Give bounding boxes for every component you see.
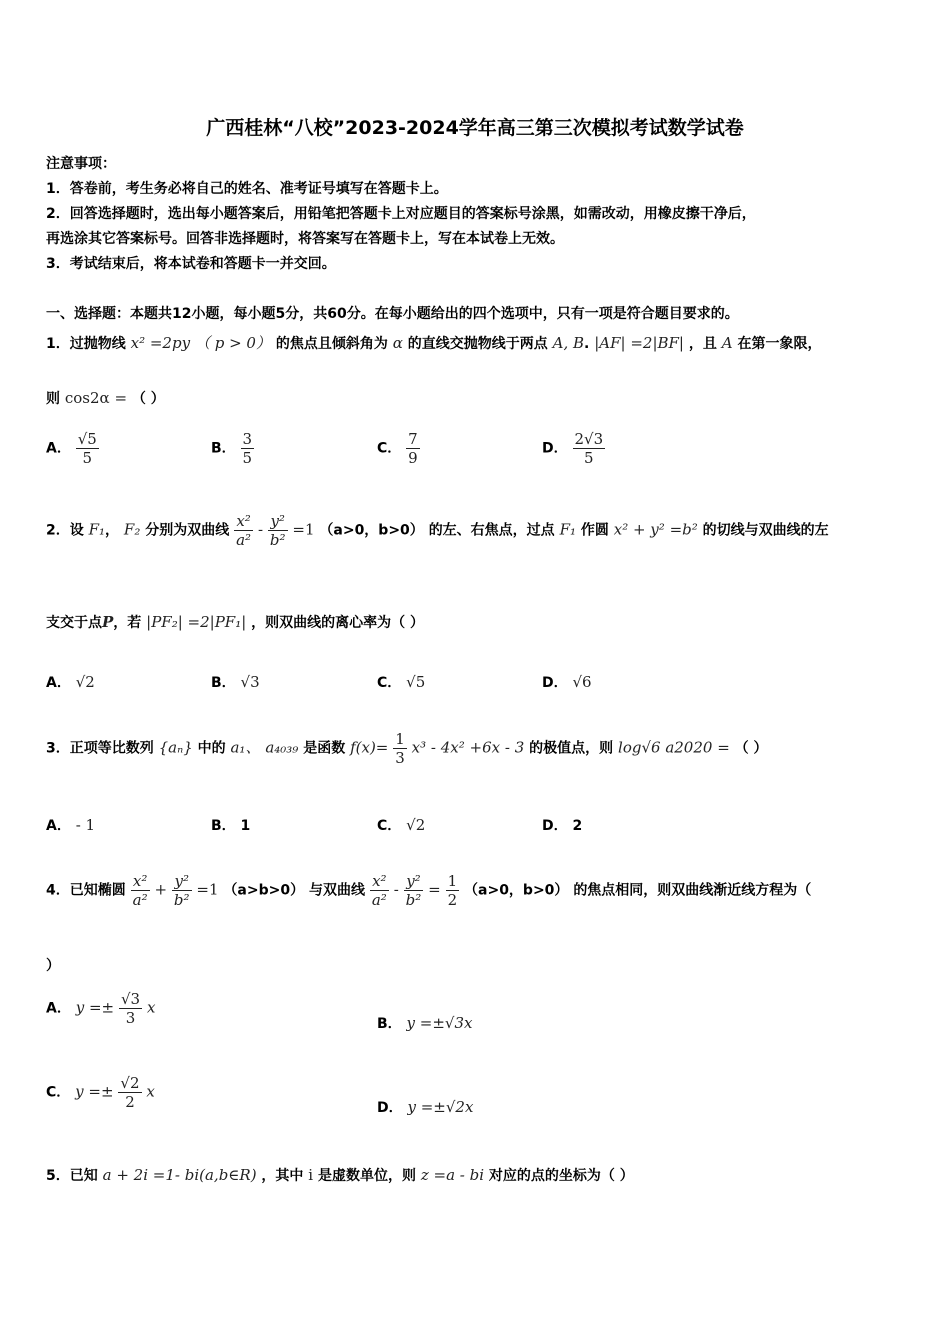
q1-option-b-num: 3 (242, 430, 253, 448)
question-1-cont (46, 388, 165, 408)
q1-option-a-label: A． (46, 440, 71, 457)
q2-frac-x (234, 512, 253, 549)
q4-condition-1: （a>b>0） (223, 882, 305, 899)
q3-option-c[interactable] (377, 815, 425, 835)
q4-ellipse-frac-x (131, 872, 150, 909)
question-5 (46, 1165, 634, 1185)
q4-text-3: 的焦点相同，则双曲线渐近线方程为（ (573, 882, 812, 899)
q1-text-3: 的直线交抛物线于两点 (407, 336, 548, 352)
q2-text-8: ，则双曲线的离心率为（ ） (251, 615, 425, 631)
q4-ellipse-frac-y (172, 872, 192, 909)
q1-text-6: 则 (46, 391, 60, 407)
q3-paren: （ ） (734, 740, 768, 757)
q1-option-c-label: C． (377, 440, 402, 457)
q1-option-a[interactable] (46, 430, 99, 467)
q3-option-c-value: √2 (406, 816, 426, 834)
q4-half-num: 1 (447, 872, 458, 890)
q1-text-4: ，且 (688, 336, 717, 352)
q1-option-a-den: 5 (82, 449, 93, 467)
q4-e-x-num: x² (131, 872, 150, 891)
q3-option-b[interactable] (211, 815, 250, 835)
q2-option-b[interactable] (211, 672, 260, 692)
q4-h-x-den: a² (371, 891, 387, 909)
q4-option-b[interactable] (377, 1013, 473, 1033)
q3-option-c-label: C． (377, 818, 402, 834)
q4-h-y-num: y² (404, 872, 424, 891)
q2-frac-y-num: y² (268, 512, 288, 531)
q4-half-frac (446, 872, 460, 909)
q1-option-c-den: 9 (408, 449, 418, 467)
q1-text-5: 在第一象限， (737, 336, 822, 352)
q4-e-y-den: b² (173, 891, 190, 909)
q4-hyper-frac-x (370, 872, 389, 909)
q2-option-a[interactable] (46, 672, 95, 692)
q4-option-b-label: B． (377, 1016, 402, 1032)
q3-text-4: 的极值点，则 (529, 740, 614, 757)
q2-option-c[interactable] (377, 672, 425, 692)
q4-plus: + (154, 880, 168, 899)
q5-imag-unit: i (308, 1166, 314, 1184)
q1-option-d-num: 2√3 (574, 430, 604, 448)
q3-option-a-value: - 1 (75, 816, 96, 834)
question-4-cont: ） (46, 958, 60, 974)
q3-frac-third (393, 730, 407, 767)
q2-option-b-label: B． (211, 675, 236, 691)
q4-option-c-num: √2 (120, 1074, 140, 1092)
q1-option-d-den: 5 (584, 449, 594, 467)
q4-hyper-frac-y (404, 872, 424, 909)
q2-frac-x-den: a² (236, 531, 252, 549)
q3-option-b-label: B． (211, 818, 236, 834)
q3-polynomial: x³ - 4x² +6x - 3 (411, 738, 525, 757)
q2-option-a-value: √2 (75, 673, 95, 691)
q1-option-d[interactable] (542, 430, 605, 467)
q2-option-c-label: C． (377, 675, 402, 691)
q4-option-d-label: D． (377, 1100, 403, 1116)
q4-option-a-frac (119, 990, 142, 1027)
q5-equation: a + 2i =1- bi(a,b∈R) (102, 1166, 257, 1184)
q2-text-6: 支交于点 (46, 615, 102, 631)
q2-text-4: 作圆 (580, 522, 609, 539)
q2-text-2: 分别为双曲线 (145, 522, 230, 539)
note-item-2-cont: 再选涂其它答案标号。回答非选择题时，将答案写在答题卡上，写在本试卷上无效。 (46, 231, 564, 247)
q5-text-2: ，其中 (261, 1168, 304, 1184)
q4-h-y-den: b² (405, 891, 422, 909)
q2-condition: （a>0，b>0） (319, 522, 424, 539)
question-3 (46, 730, 768, 767)
note-item-1: 1．答卷前，考生务必将自己的姓名、准考证号填写在答题卡上。 (46, 181, 448, 197)
q2-option-d[interactable] (542, 672, 592, 692)
q2-circle-eq: x² + y² =b² (613, 520, 698, 539)
notes-heading: 注意事项： (46, 156, 116, 172)
q1-paren: （ ） (131, 391, 165, 407)
q5-text-4: 对应的点的坐标为（ ） (488, 1168, 634, 1184)
q3-a1: a₁、 (230, 738, 261, 757)
q1-option-c[interactable] (377, 430, 420, 467)
q4-option-d[interactable] (377, 1097, 473, 1117)
q3-a4039: a₄₀₃₉ (265, 738, 299, 757)
q1-dot: . (584, 336, 590, 352)
page-title: 广西桂林“八校”2023-2024学年高三第三次模拟考试数学试卷 (206, 117, 744, 139)
question-2 (46, 512, 829, 549)
q2-comma: ， (105, 522, 120, 539)
q4-minus: - (393, 880, 399, 899)
q1-option-c-frac (406, 430, 420, 467)
q4-eq-one: =1 (196, 880, 219, 899)
q5-text-3: 是虚数单位，则 (317, 1168, 416, 1184)
q3-option-d[interactable] (542, 815, 582, 835)
q2-f1: F₁ (88, 520, 106, 539)
q3-option-b-value: 1 (240, 818, 251, 834)
q1-points: A, B (552, 334, 585, 352)
q2-frac-x-num: x² (234, 512, 253, 531)
q4-e-x-den: a² (132, 891, 148, 909)
q4-e-y-num: y² (172, 872, 192, 891)
q3-option-d-label: D． (542, 818, 568, 834)
q4-option-a-den: 3 (125, 1009, 136, 1027)
q3-frac-num: 1 (395, 730, 405, 748)
question-1 (46, 332, 821, 353)
q2-text-1: 2．设 (46, 522, 84, 539)
q4-option-c-den: 2 (125, 1093, 135, 1111)
q1-condition: （ p > 0） (194, 334, 271, 352)
q1-option-c-num: 7 (408, 430, 418, 448)
q3-text-3: 是函数 (303, 740, 346, 757)
q1-option-a-num: √5 (77, 430, 97, 448)
q4-text-2: 与双曲线 (308, 882, 365, 899)
q2-option-d-value: √6 (572, 673, 592, 691)
q2-frac-y (268, 512, 288, 549)
q5-text-1: 5．已知 (46, 1168, 98, 1184)
q1-alpha: α (392, 334, 403, 352)
q3-log-expr: log√6 a2020 = (618, 738, 730, 757)
q2-point-p: P (102, 613, 114, 631)
q4-option-a-post: x (146, 998, 156, 1017)
q1-option-a-frac (76, 430, 99, 467)
q1-option-b-frac (241, 430, 255, 467)
q3-function-name: f(x)= (350, 738, 389, 757)
q1-cos-expr: cos2α = (64, 389, 128, 407)
q4-option-a-label: A． (46, 1000, 71, 1017)
q1-parabola-eq: x² =2py (130, 334, 191, 352)
q4-option-c-pre: y =± (75, 1082, 114, 1101)
section-heading: 一、选择题：本题共12小题，每小题5分，共60分。在每小题给出的四个选项中，只有一项是符合题目要求的。 (46, 306, 739, 322)
q4-option-a[interactable] (46, 990, 155, 1027)
question-2-cont (46, 612, 424, 632)
q2-text-5: 的切线与双曲线的左 (702, 522, 829, 539)
q3-text-2: 中的 (197, 740, 226, 757)
q4-half-den: 2 (447, 891, 458, 909)
q4-text-1: 4．已知椭圆 (46, 882, 126, 899)
note-item-3: 3．考试结束后，将本试卷和答题卡一并交回。 (46, 256, 336, 272)
q2-f2: F₂ (123, 520, 141, 539)
q1-point-a: A (721, 334, 733, 352)
q4-condition-2: （a>0，b>0） (464, 882, 569, 899)
q2-option-a-label: A． (46, 675, 71, 691)
q2-option-b-value: √3 (240, 673, 260, 691)
q4-option-a-pre: y =± (75, 998, 115, 1017)
q4-h-x-num: x² (370, 872, 389, 891)
q2-option-c-value: √5 (406, 673, 426, 691)
q2-eq-one: =1 (292, 520, 315, 539)
q2-frac-y-den: b² (269, 531, 286, 549)
q3-option-a-label: A． (46, 818, 71, 834)
q4-option-c-frac (118, 1074, 141, 1111)
q1-text-1: 1．过抛物线 (46, 336, 126, 352)
q3-option-d-value: 2 (572, 818, 583, 834)
q3-option-a[interactable] (46, 815, 95, 835)
q5-z-expr: z =a - bi (420, 1166, 485, 1184)
q4-option-c[interactable] (46, 1074, 155, 1111)
question-4 (46, 872, 811, 909)
q1-option-b-label: B． (211, 440, 236, 457)
q3-frac-den: 3 (395, 749, 405, 767)
q1-option-b[interactable] (211, 430, 254, 467)
q3-text-1: 3．正项等比数列 (46, 740, 154, 757)
q1-option-b-den: 5 (242, 449, 253, 467)
q1-option-d-label: D． (542, 440, 568, 457)
q4-option-a-num: √3 (120, 990, 141, 1008)
note-item-2: 2．回答选择题时，选出每小题答案后，用铅笔把答题卡上对应题目的答案标号涂黑，如需改动，用橡皮擦干净后， (46, 206, 756, 222)
q2-minus: - (257, 520, 264, 539)
q1-option-d-frac (573, 430, 606, 467)
q4-eq-sign: = (428, 880, 441, 899)
q2-option-d-label: D． (542, 675, 568, 691)
q2-f1-again: F₁ (559, 520, 576, 539)
q2-abs-eq: |PF₂| =2|PF₁| (146, 613, 247, 631)
q4-option-c-post: x (146, 1082, 155, 1101)
q2-text-7: ，若 (113, 615, 142, 631)
q4-option-d-value: y =±√2x (407, 1098, 474, 1116)
q4-option-b-value: y =±√3x (406, 1014, 473, 1032)
q2-text-3: 的左、右焦点，过点 (428, 522, 555, 539)
q4-option-c-label: C． (46, 1084, 71, 1101)
q3-sequence: {aₙ} (158, 738, 193, 757)
q1-abs-eq: |AF| =2|BF| (594, 334, 684, 352)
q1-text-2: 的焦点且倾斜角为 (275, 336, 388, 352)
